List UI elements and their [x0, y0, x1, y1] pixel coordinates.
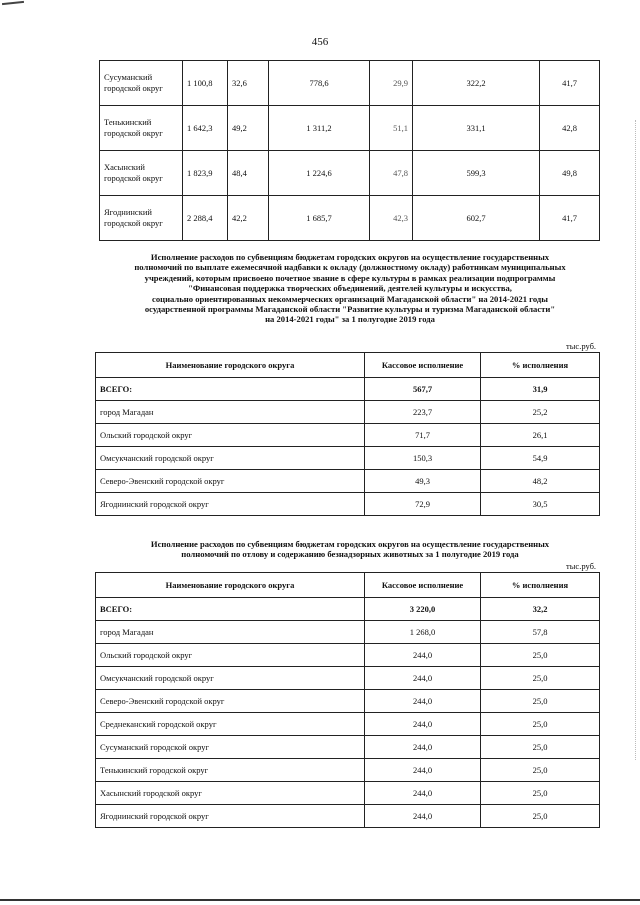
- table-row: [96, 736, 600, 759]
- execution-percent: 48,2: [481, 470, 600, 493]
- table-row: [96, 401, 600, 424]
- table-cell: 1 100,8: [183, 61, 228, 106]
- cash-execution: 567,7: [365, 378, 481, 401]
- district-name: Ягоднинский городской округ: [100, 196, 183, 241]
- district-name: Хасынский городской округ: [96, 782, 365, 805]
- execution-percent: 31,9: [481, 378, 600, 401]
- heading-line: "Финансовая поддержка творческих объединений, деятелей культуры и искусства,: [188, 283, 512, 294]
- cash-execution: 223,7: [365, 401, 481, 424]
- district-name: Ольский городской округ: [96, 644, 365, 667]
- section-heading: [95, 252, 605, 325]
- page-number: 456: [311, 36, 329, 48]
- table-row: [96, 690, 600, 713]
- table-cell: 2 288,4: [183, 196, 228, 241]
- district-name: Омсукчанский городской округ: [96, 667, 365, 690]
- cash-execution: 244,0: [365, 713, 481, 736]
- column-header: Кассовое исполнение: [365, 573, 481, 598]
- execution-percent: 25,0: [481, 782, 600, 805]
- execution-percent: 25,0: [481, 667, 600, 690]
- table-cell: 42,8: [540, 106, 600, 151]
- cash-execution: 244,0: [365, 759, 481, 782]
- heading-line: на 2014-2021 годы" за 1 полугодие 2019 года: [265, 314, 435, 325]
- heading-line: полномочий по отлову и содержанию безнадзорных животных за 1 полугодие 2019 года: [181, 549, 519, 560]
- table-row: [96, 447, 600, 470]
- table-cell: 599,3: [413, 151, 540, 196]
- district-name: Среднеканский городской округ: [96, 713, 365, 736]
- execution-percent: 25,0: [481, 713, 600, 736]
- table-row: [96, 493, 600, 516]
- heading-line: осударственной программы Магаданской области "Развитие культуры и туризма Магаданской области": [144, 304, 556, 315]
- cash-execution: 1 268,0: [365, 621, 481, 644]
- table-row: [96, 759, 600, 782]
- execution-percent: 25,2: [481, 401, 600, 424]
- table-row: [96, 424, 600, 447]
- district-name: Тенькинский городской округ: [96, 759, 365, 782]
- district-name: город Магадан: [96, 621, 365, 644]
- column-header: Наименование городского округа: [96, 353, 365, 378]
- district-name: Сусуманский городской округ: [100, 61, 183, 106]
- culture-subsidy-table: [95, 352, 600, 516]
- table-row: [96, 621, 600, 644]
- cash-execution: 244,0: [365, 644, 481, 667]
- top-table: [99, 60, 600, 241]
- column-header: % исполнения: [481, 353, 600, 378]
- column-header: Кассовое исполнение: [365, 353, 481, 378]
- table-row-total: [96, 598, 600, 621]
- column-header: % исполнения: [481, 573, 600, 598]
- table-cell: 331,1: [413, 106, 540, 151]
- cash-execution: 3 220,0: [365, 598, 481, 621]
- execution-percent: 32,2: [481, 598, 600, 621]
- table-row: [96, 667, 600, 690]
- cash-execution: 150,3: [365, 447, 481, 470]
- unit-label: тыс.руб.: [566, 561, 597, 571]
- execution-percent: 26,1: [481, 424, 600, 447]
- table-row-total: [96, 378, 600, 401]
- table-cell: 1 642,3: [183, 106, 228, 151]
- cash-execution: 71,7: [365, 424, 481, 447]
- table-row: [96, 713, 600, 736]
- table-cell: 1 823,9: [183, 151, 228, 196]
- table-row: [100, 61, 600, 106]
- district-name: Тенькинский городской округ: [100, 106, 183, 151]
- section-heading: [95, 539, 605, 560]
- table-header-row: [96, 573, 600, 598]
- table-cell: 42,3: [370, 196, 413, 241]
- district-name: ВСЕГО:: [96, 598, 365, 621]
- heading-line: Исполнение расходов по субвенциям бюджетам городских округов на осуществление государственных: [150, 252, 550, 262]
- table-row: [100, 196, 600, 241]
- execution-percent: 25,0: [481, 644, 600, 667]
- table-cell: 42,2: [228, 196, 269, 241]
- execution-percent: 57,8: [481, 621, 600, 644]
- cash-execution: 49,3: [365, 470, 481, 493]
- table-cell: 48,4: [228, 151, 269, 196]
- district-name: Ягоднинский городской округ: [96, 805, 365, 828]
- scan-bottom-edge: [0, 899, 640, 901]
- table-cell: 32,6: [228, 61, 269, 106]
- district-name: Ягоднинский городской округ: [96, 493, 365, 516]
- execution-percent: 25,0: [481, 759, 600, 782]
- table-cell: 778,6: [269, 61, 370, 106]
- cash-execution: 244,0: [365, 782, 481, 805]
- scan-mark: [2, 1, 24, 5]
- animal-control-subsidy-table: [95, 572, 600, 828]
- table-cell: 47,8: [370, 151, 413, 196]
- unit-label: тыс.руб.: [566, 341, 597, 351]
- table-row: [96, 470, 600, 493]
- table-row: [100, 106, 600, 151]
- district-name: Хасынский городской округ: [100, 151, 183, 196]
- execution-percent: 54,9: [481, 447, 600, 470]
- table-header-row: [96, 353, 600, 378]
- table-cell: 322,2: [413, 61, 540, 106]
- table-cell: 49,8: [540, 151, 600, 196]
- table-row: [96, 805, 600, 828]
- table-row: [100, 151, 600, 196]
- district-name: город Магадан: [96, 401, 365, 424]
- execution-percent: 25,0: [481, 690, 600, 713]
- table-row: [96, 644, 600, 667]
- cash-execution: 72,9: [365, 493, 481, 516]
- execution-percent: 25,0: [481, 805, 600, 828]
- table-cell: 1 224,6: [269, 151, 370, 196]
- district-name: Северо-Эвенский городской округ: [96, 690, 365, 713]
- scan-edge-marks: [634, 120, 636, 760]
- district-name: Северо-Эвенский городской округ: [96, 470, 365, 493]
- heading-line: социально ориентированных некоммерческих организаций Магаданской области" на 2014-2021 годы: [152, 293, 548, 304]
- heading-line: полномочий по выплате ежемесячной надбавки к окладу (должностному окладу) работникам муниципальных: [134, 262, 566, 273]
- district-name: Омсукчанский городской округ: [96, 447, 365, 470]
- table-cell: 1 685,7: [269, 196, 370, 241]
- execution-percent: 30,5: [481, 493, 600, 516]
- column-header: Наименование городского округа: [96, 573, 365, 598]
- table-cell: 1 311,2: [269, 106, 370, 151]
- table-cell: 41,7: [540, 61, 600, 106]
- table-cell: 51,1: [370, 106, 413, 151]
- table-cell: 49,2: [228, 106, 269, 151]
- district-name: ВСЕГО:: [96, 378, 365, 401]
- cash-execution: 244,0: [365, 805, 481, 828]
- table-cell: 602,7: [413, 196, 540, 241]
- district-name: Сусуманский городской округ: [96, 736, 365, 759]
- table-cell: 41,7: [540, 196, 600, 241]
- cash-execution: 244,0: [365, 667, 481, 690]
- cash-execution: 244,0: [365, 736, 481, 759]
- table-cell: 29,9: [370, 61, 413, 106]
- cash-execution: 244,0: [365, 690, 481, 713]
- execution-percent: 25,0: [481, 736, 600, 759]
- heading-line: Исполнение расходов по субвенциям бюджетам городских округов на осуществление государственных: [150, 539, 550, 549]
- district-name: Ольский городской округ: [96, 424, 365, 447]
- table-row: [96, 782, 600, 805]
- heading-line: учреждений, которым присвоено почетное звание в сфере культуры в рамках реализации подпрограммы: [144, 272, 556, 283]
